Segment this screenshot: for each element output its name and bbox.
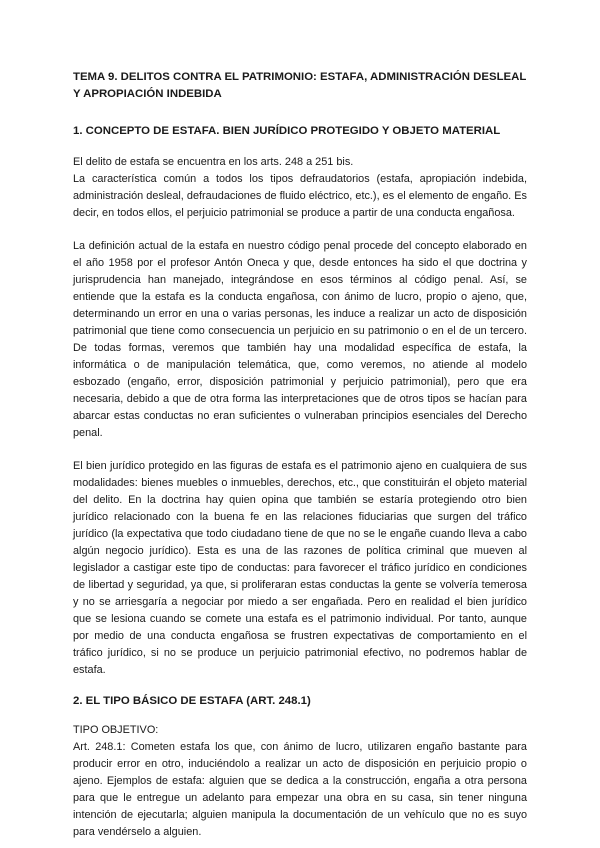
paragraph-definition: La definición actual de la estafa en nuestro código penal procede del concepto elaborado en el año 1958 por el profesor Antón Oneca y que, desde entonces ha sido el que doctrina y jurisprudencia han manejado, integrándose en esos términos al código penal. Así, se entiende que la estafa es la conducta engañosa, con ánimo de lucro, propio o ajeno, que, determinando un error en una o varias personas, les induce a realizar un acto de disposición patrimonial que tiene como consecuencia un perjuicio en su patrimonio o en el de un tercero. De todas formas, veremos que también hay una modalidad específica de estafa, la informática o de manipulación telemática, que, como veremos, no atiende al modelo esbozado (engaño, error, disposición patrimonial y perjuicio patrimonial), pero que era necesaria, debido a que de otra forma las interpretaciones que de otros tipos se hacían para abarcar estas conductas no eran suficientes o vulneraban principios esenciales del Derecho penal. xyxy=(73,240,527,439)
tipo-objetivo-label: TIPO OBJETIVO: xyxy=(73,724,159,736)
paragraph-article-248: Art. 248.1: Cometen estafa los que, con ánimo de lucro, utilizaren engaño bastante para producir error en otro, induciéndolo a realizar un acto de disposición en perjuicio propio o ajeno. Ejemplos de estafa: alguien que se dedica a la construcción, engaña a otra persona para que le entregue un adelanto para empezar una obra en su casa, sin tener ninguna intención de ejecutarla; alguien manipula la documentación de un vehículo que no es suyo para vendérselo a alguien. xyxy=(73,741,527,838)
paragraph-articles: El delito de estafa se encuentra en los arts. 248 a 251 bis. xyxy=(73,156,354,168)
paragraph-common-trait: La característica común a todos los tipos defraudatorios (estafa, apropiación indebida, administración desleal, defraudaciones de fluido eléctrico, etc.), es el elemento de engaño. Es decir, en todos ellos, el perjuicio patrimonial se produce a partir de una conducta engañosa. xyxy=(73,173,527,219)
document-title: TEMA 9. DELITOS CONTRA EL PATRIMONIO: ESTAFA, ADMINISTRACIÓN DESLEAL Y APROPIACIÓN INDEBIDA xyxy=(73,71,527,100)
section-1-heading: 1. CONCEPTO DE ESTAFA. BIEN JURÍDICO PROTEGIDO Y OBJETO MATERIAL xyxy=(73,125,501,137)
section-2-heading: 2. EL TIPO BÁSICO DE ESTAFA (ART. 248.1) xyxy=(73,695,311,707)
paragraph-legal-interest: El bien jurídico protegido en las figuras de estafa es el patrimonio ajeno en cualquiera de sus modalidades: bienes muebles o inmuebles, derechos, etc., que constituirán el objeto material del delito. En la doctrina hay quien opina que también se estaría protegiendo otro bien jurídico relacionado con la buena fe en las relaciones fiduciarias que surgen del tráfico jurídico (la expectativa que todo ciudadano tiene de que no se le engañe cuando lleva a cabo algún negocio jurídico). Esta es una de las razones de política criminal que mueven al legislador a castigar este tipo de conductas: para favorecer el tráfico jurídico en condiciones de libertad y seguridad, ya que, si proliferaran estas conductas la gente se volvería temerosa y no se arriesgaría a negociar por miedo a ser engañada. Pero en realidad el bien jurídico que se lesiona cuando se comete una estafa es el patrimonio individual. Por tanto, aunque por medio de una conducta engañosa se frustren expectativas de comportamiento en el tráfico jurídico, si no se produce un perjuicio patrimonial efectivo, no podremos hablar de estafa. xyxy=(73,460,527,676)
